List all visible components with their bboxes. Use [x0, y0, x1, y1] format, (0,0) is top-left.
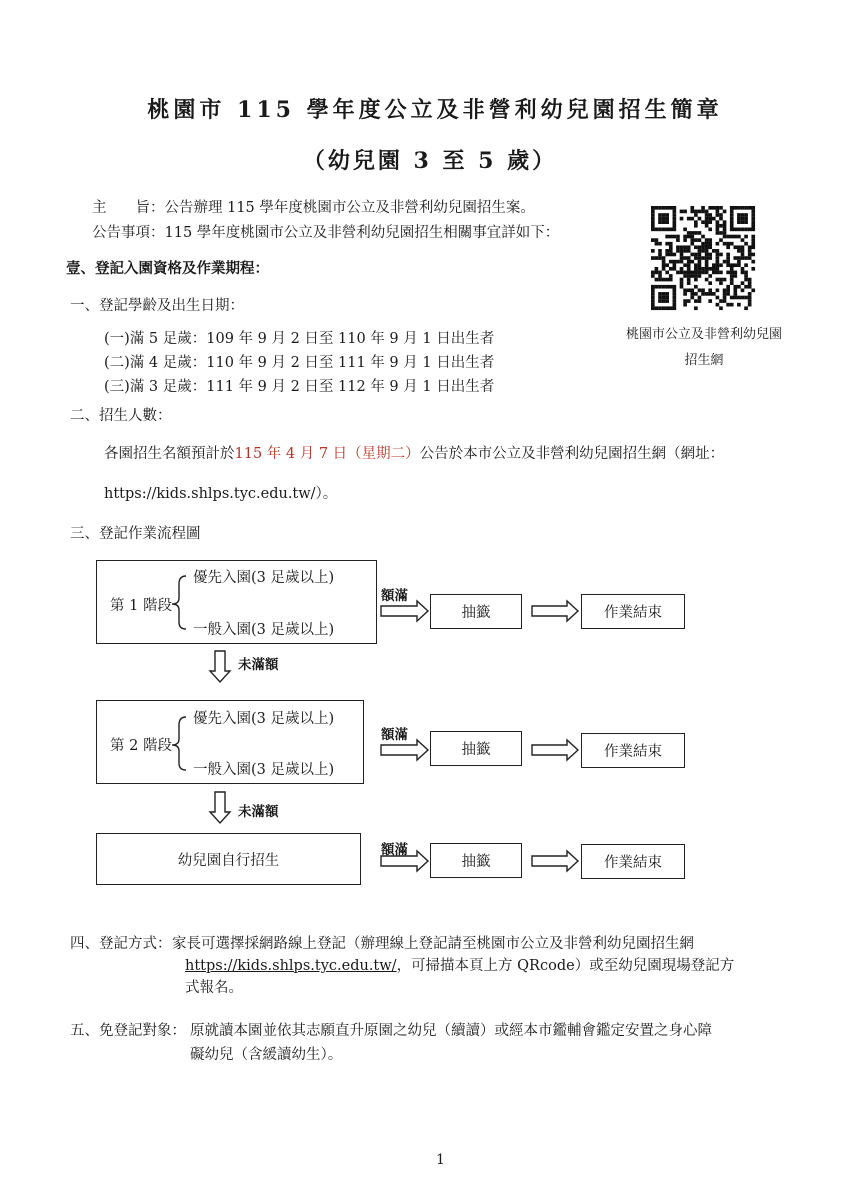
stage2-priority: 優先入園(3 足歲以上)	[193, 711, 335, 727]
page-number: 1	[436, 1152, 445, 1168]
stage3-lottery-box: 抽籤	[430, 843, 522, 878]
arrow-right-icon	[381, 740, 428, 760]
purpose-text: 公告辦理 115 學年度桃園市公立及非營利幼兒園招生案。	[164, 200, 535, 216]
section5-label: 五、免登記對象：	[70, 1023, 186, 1039]
stage2-full-label: 額滿	[381, 727, 408, 743]
stage3-full-label: 額滿	[381, 842, 408, 858]
section5-line1: 原就讀本園並依其志願直升原園之幼兒（續讀）或經本市鑑輔會鑑定安置之身心障	[190, 1023, 712, 1039]
stage2-label: 第 2 階段	[110, 738, 172, 754]
arrow-right-icon	[532, 740, 578, 760]
page-subtitle: （幼兒園 3 至 5 歲）	[302, 148, 558, 174]
not-full-label-2: 未滿額	[238, 804, 279, 820]
quota-url[interactable]: https://kids.shlps.tyc.edu.tw/）。	[104, 486, 338, 502]
stage1-full-label: 額滿	[381, 588, 408, 604]
quota-date: 115 年 4 月 7 日（星期二）	[234, 446, 420, 462]
section4-line3: 式報名。	[185, 980, 243, 996]
section4-line2	[185, 954, 734, 975]
section5-line2: 礙幼兒（含緩讀幼生）。	[190, 1047, 343, 1063]
section4-line2-rest: ，可掃描本頁上方 QRcode）或至幼兒園現場登記方	[396, 958, 735, 974]
age-line-3: (三)滿 3 足歲：111 年 9 月 2 日至 112 年 9 月 1 日出生者	[104, 379, 495, 395]
stage1-lottery-box: 抽籤	[430, 594, 522, 629]
stage3-end-box: 作業結束	[581, 844, 685, 879]
arrow-right-icon	[532, 601, 578, 621]
stage1-label: 第 1 階段	[110, 598, 172, 614]
arrow-down-icon	[210, 651, 230, 682]
qr-caption-line2: 招生網	[684, 353, 724, 368]
stage2-end-box: 作業結束	[581, 733, 685, 768]
qr-caption-line1: 桃園市公立及非營利幼兒園	[625, 327, 782, 342]
self-enroll-box: 幼兒園自行招生	[96, 833, 361, 885]
quota-suffix: 公告於本市公立及非營利幼兒園招生網（網址：	[419, 446, 725, 462]
section1-heading: 壹、登記入園資格及作業期程：	[66, 260, 269, 277]
item2-heading: 二、招生人數：	[70, 408, 172, 424]
not-full-label-1: 未滿額	[238, 657, 279, 673]
arrow-right-icon	[532, 851, 578, 871]
stage2-general: 一般入園(3 足歲以上)	[193, 762, 335, 778]
section4-label: 四、登記方式：	[70, 936, 172, 952]
page-title: 桃園市 115 學年度公立及非營利幼兒園招生簡章	[147, 97, 723, 123]
age-line-1: (一)滿 5 足歲：109 年 9 月 2 日至 110 年 9 月 1 日出生者	[104, 331, 495, 347]
arrow-down-icon	[210, 792, 230, 823]
stage1-general: 一般入園(3 足歲以上)	[193, 622, 335, 638]
notice-label: 公告事項：	[92, 225, 165, 241]
item1-heading: 一、登記學齡及出生日期：	[70, 298, 244, 314]
stage1-end-box: 作業結束	[581, 594, 685, 629]
section4-url[interactable]: https://kids.shlps.tyc.edu.tw/	[185, 958, 397, 974]
purpose-label: 主 旨：	[92, 200, 165, 216]
stage2-lottery-box: 抽籤	[430, 731, 522, 766]
notice-text: 115 學年度桃園市公立及非營利幼兒園招生相關事宜詳如下：	[164, 225, 560, 241]
arrow-right-icon	[381, 601, 428, 621]
section4-line1: 家長可選擇採網路線上登記（辦理線上登記請至桃園市公立及非營利幼兒園招生網	[172, 936, 694, 952]
item3-heading: 三、登記作業流程圖	[70, 526, 201, 542]
quota-prefix: 各園招生名額預計於	[104, 446, 235, 462]
stage1-priority: 優先入園(3 足歲以上)	[193, 570, 335, 586]
age-line-2: (二)滿 4 足歲：110 年 9 月 2 日至 111 年 9 月 1 日出生者	[104, 355, 495, 371]
